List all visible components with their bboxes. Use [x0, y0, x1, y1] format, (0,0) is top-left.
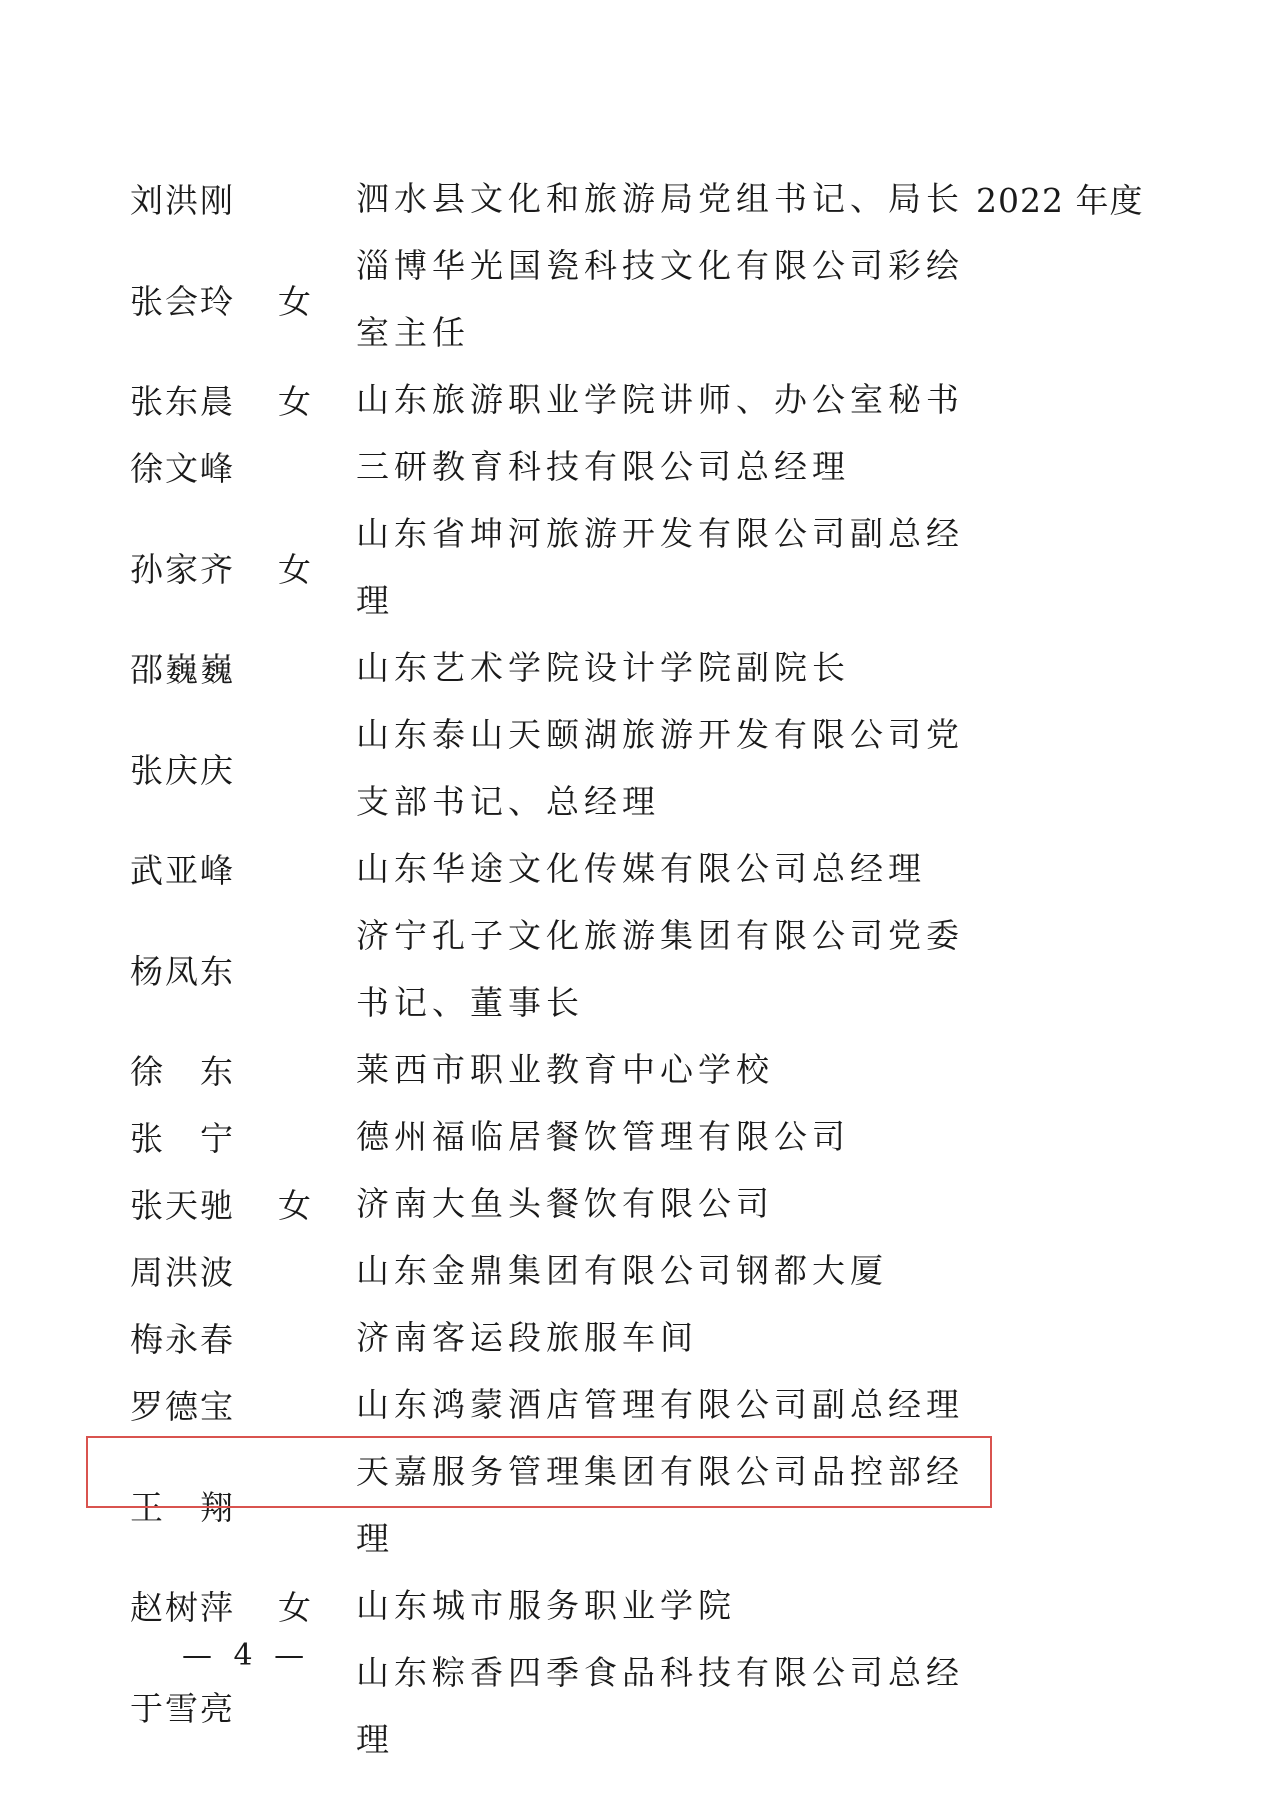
person-role: 天嘉服务管理集团有限公司品控部经理	[356, 1452, 964, 1558]
person-name: 于雪亮	[130, 1688, 235, 1728]
person-role: 山东省坤河旅游开发有限公司副总经理	[356, 514, 964, 620]
roster-row	[130, 366, 1190, 433]
person-role: 莱西市职业教育中心学校	[356, 1050, 774, 1089]
person-name: 武亚峰	[130, 851, 235, 890]
roster-row	[130, 1170, 1190, 1237]
person-role: 济南客运段旅服车间	[356, 1318, 698, 1357]
roster-row	[130, 500, 1190, 634]
person-role: 山东粽香四季食品科技有限公司总经理	[356, 1653, 964, 1759]
person-name: 张东晨	[130, 382, 235, 421]
person-gender: 女	[278, 1186, 311, 1225]
person-name: 邵巍巍	[130, 650, 235, 689]
person-gender: 女	[278, 281, 311, 321]
roster-row	[130, 433, 1190, 500]
person-role: 山东鸿蒙酒店管理有限公司副总经理	[356, 1385, 964, 1424]
roster-row	[130, 902, 1190, 1036]
person-role: 济宁孔子文化旅游集团有限公司党委书记、董事长	[356, 916, 964, 1022]
person-name: 徐文峰	[130, 449, 235, 488]
person-name: 张 宁	[130, 1119, 235, 1158]
roster-row	[130, 835, 1190, 902]
person-name: 徐 东	[130, 1052, 235, 1091]
roster-row	[130, 701, 1190, 835]
person-gender: 女	[278, 382, 311, 421]
roster-row	[130, 1237, 1190, 1304]
person-role: 德州福临居餐饮管理有限公司	[356, 1117, 850, 1156]
person-role: 山东泰山天颐湖旅游开发有限公司党支部书记、总经理	[356, 715, 964, 821]
person-role: 济南大鱼头餐饮有限公司	[356, 1184, 774, 1223]
person-gender: 女	[278, 549, 311, 589]
person-role: 泗水县文化和旅游局党组书记、局长	[356, 179, 964, 218]
person-gender: 女	[278, 1588, 311, 1627]
person-role: 淄博华光国瓷科技文化有限公司彩绘室主任	[356, 246, 964, 352]
person-role: 山东金鼎集团有限公司钢都大厦	[356, 1251, 888, 1290]
person-name: 杨凤东	[130, 951, 235, 991]
roster-list	[130, 165, 1190, 1773]
person-role: 山东城市服务职业学院	[356, 1586, 736, 1625]
highlight-box	[86, 1436, 992, 1508]
person-name: 孙家齐	[130, 549, 235, 589]
person-role: 山东艺术学院设计学院副院长	[356, 648, 850, 687]
page-number: — 4 —	[182, 1638, 311, 1673]
roster-row	[130, 1036, 1190, 1103]
person-name: 王 翔	[130, 1487, 235, 1527]
person-name: 张天驰	[130, 1186, 235, 1225]
person-role: 三研教育科技有限公司总经理	[356, 447, 850, 486]
person-name: 刘洪刚	[130, 181, 235, 220]
person-name: 张会玲	[130, 281, 235, 321]
roster-row	[130, 232, 1190, 366]
person-name: 罗德宝	[130, 1387, 235, 1426]
person-name: 张庆庆	[130, 750, 235, 790]
roster-row	[130, 1371, 1190, 1438]
roster-row	[130, 165, 1190, 232]
person-name: 赵树萍	[130, 1588, 235, 1627]
roster-row-highlighted	[130, 1572, 1190, 1639]
roster-row	[130, 634, 1190, 701]
person-role: 山东旅游职业学院讲师、办公室秘书	[356, 380, 964, 419]
person-name: 周洪波	[130, 1253, 235, 1292]
person-name: 梅永春	[130, 1320, 235, 1359]
award-year: 2022 年度	[976, 181, 1144, 220]
roster-row	[130, 1103, 1190, 1170]
roster-row	[130, 1304, 1190, 1371]
person-role: 山东华途文化传媒有限公司总经理	[356, 849, 926, 888]
